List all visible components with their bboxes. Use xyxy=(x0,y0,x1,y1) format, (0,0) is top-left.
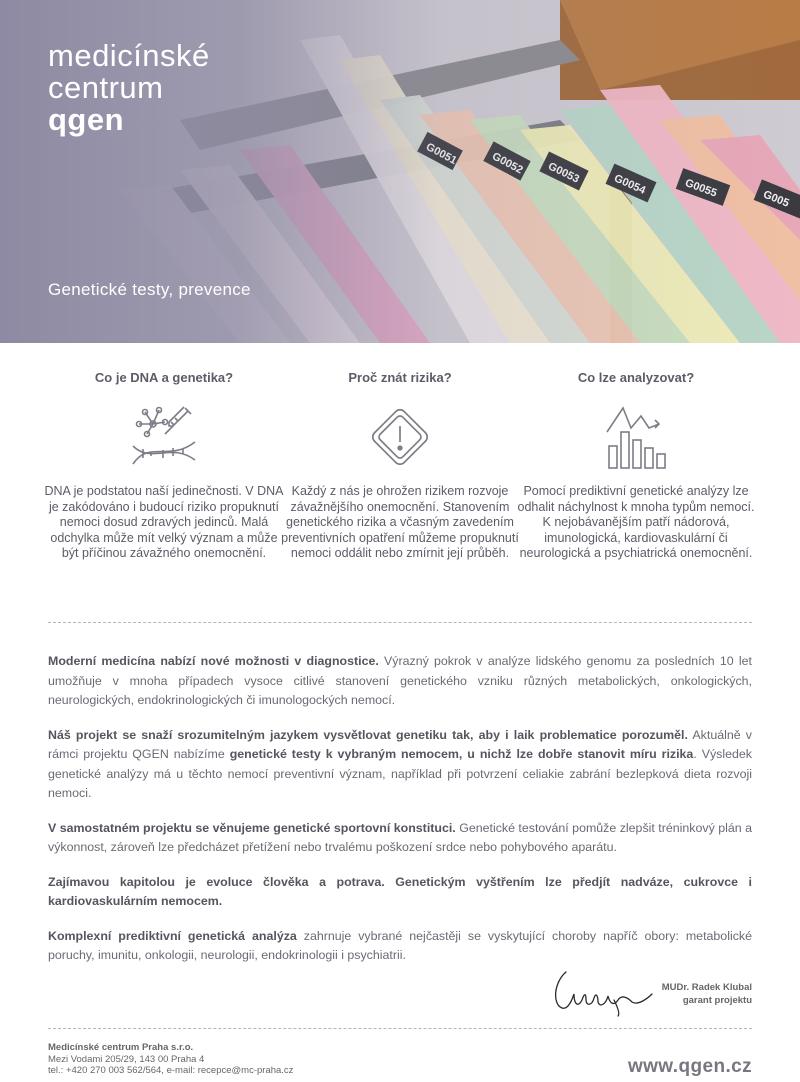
paragraph-3 xyxy=(48,819,752,858)
column-text: DNA je podstatou naší jedinečnosti. V DNA je zakódováno i budoucí riziko propuknutí nemoci dosud zdravých jedinců. Malá odchylka může mít velký význam a může být příčinou závažného onemocnění. xyxy=(44,484,284,561)
brand-line-1: medicínské xyxy=(48,38,210,73)
dna-molecule-syringe-icon xyxy=(129,402,199,472)
column-text: Pomocí prediktivní genetické analýzy lze odhalit náchylnost k mnoha typům nemocí. K nejobávanějším patří nádorová, imunologická, kardiovaskulární či neurologická a psychiatrická onemocnění. xyxy=(517,484,755,561)
paragraph-3-text: Genetické testování pomůže zlepšit tréninkový plán a výkonnost, zároveň lze předcházet přetížení nebo trvalému poškození srdce nebo pohybového aparátu. xyxy=(48,820,752,854)
paragraph-1-lead: Moderní medicína nabízí nové možnosti v diagnostice. xyxy=(48,654,379,668)
signature-caption xyxy=(656,981,752,1007)
brand-line-2: centrum xyxy=(48,70,164,105)
column-dna xyxy=(44,370,284,562)
paragraph-2-text-a: Aktuálně v rámci projektu QGEN nabízíme xyxy=(48,727,752,761)
company-name: Medicínské centrum Praha s.r.o. xyxy=(48,1042,194,1053)
column-title: Proč znát rizika? xyxy=(348,370,452,385)
paragraph-1-text: Výrazný pokrok v analýze lidského genomu za posledních 10 let umožňuje v mnoha případech vysoce citlivé stanovení genetického vzniku různých metabolických, onkologických, neurologických, endokrinologických či imunologockých nemocí. xyxy=(48,654,752,707)
signatory-role: garant projektu xyxy=(682,995,752,1006)
warning-sign-icon xyxy=(365,402,435,472)
article-body xyxy=(48,652,752,981)
bar-chart-trend-icon xyxy=(601,402,671,472)
section-divider xyxy=(48,622,752,623)
paragraph-3-lead: V samostatném projektu se věnujeme genetické sportovní konstituci. xyxy=(48,820,456,835)
column-title: Co lze analyzovat? xyxy=(577,370,695,385)
handwritten-signature xyxy=(548,964,658,1020)
paragraph-4-lead: Zajímavou kapitolou je evoluce člověka a potrava. Genetickým vyštřením lze předjít nadváze, cukrovce i kardiovaskulárním nemocem. xyxy=(48,874,752,908)
paragraph-4 xyxy=(48,873,752,912)
brand-line-3: qgen xyxy=(48,102,125,137)
company-contact[interactable]: tel.: +420 270 003 562/564, e-mail: recepce@mc-praha.cz xyxy=(48,1065,294,1076)
paragraph-2-lead: Náš projekt se snaží srozumitelným jazykem vysvětlovat genetiku tak, aby i laik problematice porozuměl. xyxy=(48,727,688,742)
paragraph-5 xyxy=(48,927,752,966)
website-link[interactable]: www.qgen.cz xyxy=(627,1056,752,1077)
info-columns xyxy=(44,370,755,600)
company-address: Mezi Vodami 205/29, 143 00 Praha 4 xyxy=(48,1053,205,1065)
paragraph-2-highlight: genetické testy k vybraným nemocem, u nichž lze dobře stanovit míru rizika xyxy=(229,747,694,761)
paragraph-5-lead: Komplexní prediktivní genetická analýza xyxy=(48,928,297,943)
hero-banner xyxy=(0,0,800,343)
hero-tagline: Genetické testy, prevence xyxy=(48,280,251,299)
paragraph-1 xyxy=(48,652,752,711)
footer-divider xyxy=(48,1028,752,1029)
paragraph-5-text: zahrnuje vybrané nejčastěji se vyskytující choroby napříč obory: metabolické poruchy, imunitu, onkologii, neurologii, endokrinologii i psychiatrii. xyxy=(48,928,752,962)
footer-contact xyxy=(48,1042,293,1077)
column-title: Co je DNA a genetika? xyxy=(94,370,234,385)
brand-logo xyxy=(48,40,210,136)
paragraph-2 xyxy=(48,726,752,804)
signatory-name: MUDr. Radek Klubal xyxy=(661,982,752,993)
column-analysis xyxy=(516,370,756,562)
column-text: Každý z nás je ohrožen rizikem rozvoje závažnějšího onemocnění. Stanovením genetického rizika a včasným zavedením preventivních opatření můžeme propuknutí nemoci oddálit nebo zmírnit její průběh. xyxy=(281,484,519,561)
paragraph-2-text-b: . Výsledek genetické analýzy má u těchto nemocí preventivní význam, například při potvrzení celiakie zabrání bezlepková dieta rozvoji nemoci. xyxy=(48,747,752,800)
column-risks xyxy=(280,370,520,562)
